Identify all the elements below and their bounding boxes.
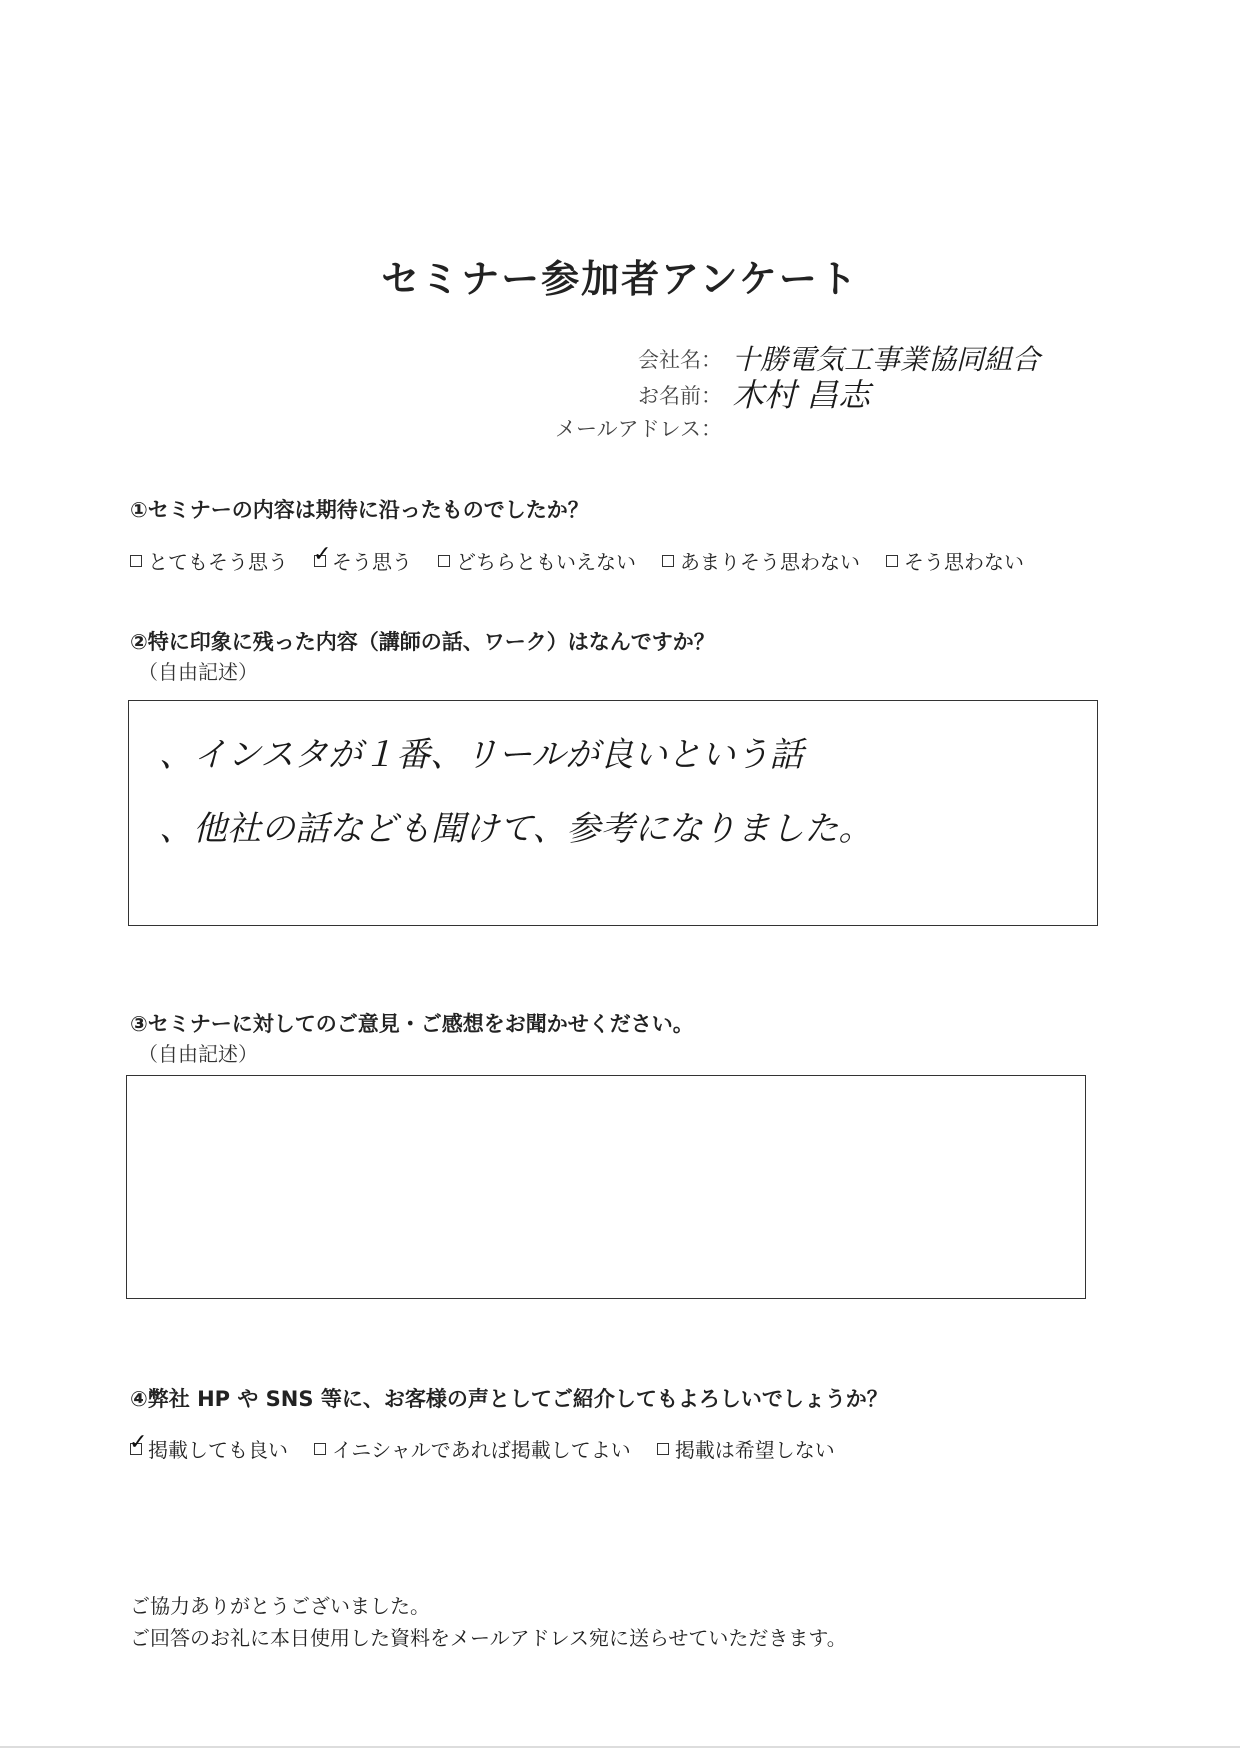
name-label: お名前：	[638, 384, 722, 408]
q2-note: （自由記述）	[138, 660, 258, 684]
name-row	[638, 376, 1210, 414]
question-1: ①セミナーの内容は期待に沿ったものでしたか？	[130, 498, 589, 522]
email-label: メールアドレス：	[555, 417, 722, 441]
checkbox-icon[interactable]	[662, 555, 674, 567]
divider	[0, 1746, 1240, 1748]
q4-option[interactable]	[314, 1434, 631, 1463]
checkbox-icon[interactable]	[130, 555, 142, 567]
checkbox-icon[interactable]	[657, 1443, 669, 1455]
q1-option[interactable]	[886, 546, 1024, 575]
q3-answer-box[interactable]	[126, 1075, 1086, 1299]
q3-note: （自由記述）	[138, 1042, 258, 1066]
option-label: あまりそう思わない	[680, 550, 860, 574]
option-label: そう思わない	[904, 550, 1024, 574]
question-3: ③セミナーに対してのご意見・ご感想をお聞かせください。	[130, 1012, 694, 1036]
checkbox-icon[interactable]	[886, 555, 898, 567]
company-row	[640, 344, 1210, 374]
footer-thanks: ご協力ありがとうございました。	[130, 1594, 430, 1618]
option-label: 掲載は希望しない	[674, 1438, 835, 1462]
checked-checkbox-icon[interactable]	[130, 1443, 142, 1455]
q2-answer-box[interactable]	[128, 700, 1098, 926]
q4-option[interactable]	[657, 1434, 835, 1463]
name-value[interactable]: 木村 昌志	[732, 376, 871, 414]
q2-answer-line: 、インスタが１番、リールが良いという話	[159, 735, 804, 775]
option-label: とてもそう思う	[148, 550, 288, 574]
q1-options	[130, 546, 1050, 575]
q1-option[interactable]	[130, 546, 288, 575]
checkbox-icon[interactable]	[314, 1443, 326, 1455]
q1-option[interactable]	[314, 546, 412, 575]
q2-answer-line: 、他社の話なども聞けて、参考になりました。	[159, 809, 873, 849]
option-label: どちらともいえない	[456, 550, 636, 574]
q4-options	[130, 1434, 861, 1463]
page-title: セミナー参加者アンケート	[381, 257, 859, 301]
q1-option[interactable]	[438, 546, 636, 575]
option-label: そう思う	[332, 550, 412, 574]
q4-option[interactable]	[130, 1434, 288, 1463]
checked-checkbox-icon[interactable]	[314, 555, 326, 567]
checkbox-icon[interactable]	[438, 555, 450, 567]
option-label: イニシャルであれば掲載してよい	[332, 1438, 631, 1462]
footer-note: ご回答のお礼に本日使用した資料をメールアドレス宛に送らせていただきます。	[130, 1626, 847, 1650]
option-label: 掲載しても良い	[148, 1438, 288, 1462]
email-row	[540, 413, 1210, 443]
question-2: ②特に印象に残った内容（講師の話、ワーク）はなんですか？	[130, 630, 715, 654]
company-value[interactable]: 十勝電気工事業協同組合	[732, 343, 1041, 376]
question-4: ④弊社 HP や SNS 等に、お客様の声としてご紹介してもよろしいでしょうか？	[130, 1387, 888, 1411]
company-label: 会社名：	[638, 348, 722, 372]
q1-option[interactable]	[662, 546, 860, 575]
